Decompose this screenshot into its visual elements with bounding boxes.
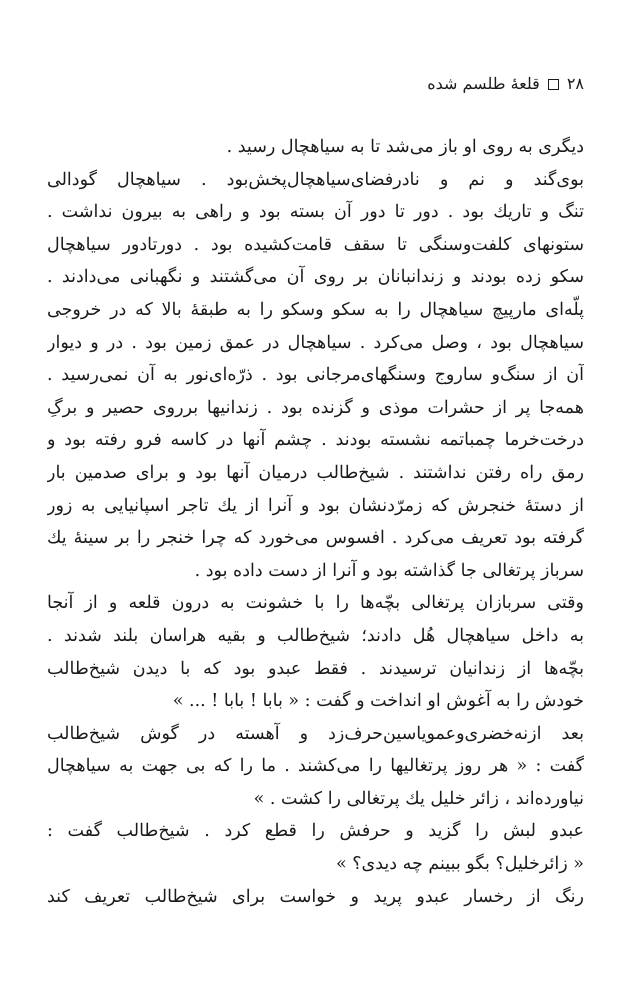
- text-line: همه‌جا پر از حشرات موذی و گزنده بود . زندانیها برروی حصیر و برگِ: [47, 397, 584, 418]
- text-line: وقتی سربازان پرتغالی بچّه‌ها را با خشونت به درون قلعه و از آنجا: [47, 593, 584, 614]
- text-line: سیاهچال بود ، وصل می‌کرد . سیاهچال در عمق زمین بود . در و دیوار: [47, 332, 584, 353]
- text-line: تنگ و تاریك بود . دور تا دور آن بسته بود و راهی به بیرون نداشت .: [47, 202, 584, 223]
- square-ornament-icon: [548, 79, 559, 90]
- book-title: قلعهٔ طلسم شده: [427, 74, 540, 93]
- text-line: خودش را به آغوش او انداخت و گفت : « بابا ! بابا ! ... »: [172, 691, 584, 712]
- text-line: سکو زده بودند و زندانبانان بر روی آن می‌گشتند و نگهبانی می‌دادند .: [47, 267, 584, 288]
- text-line: سرباز پرتغالی جا گذاشته بود و آنرا از دست داده بود .: [194, 560, 584, 581]
- text-line: آن از سنگ‌و ساروج وسنگهای‌مرجانی بود . ذرّه‌ای‌نور به آن نمی‌رسید .: [47, 365, 584, 386]
- text-line: رمق راه رفتن نداشتند . شیخ‌طالب درمیان آنها بود و برای صدمین بار: [47, 462, 584, 483]
- text-line: گفت : « هر روز پرتغالیها را می‌کشند . ما را که بی جهت به سیاهچال: [47, 756, 584, 777]
- text-line: گرفته بود تعریف می‌کرد . افسوس می‌خورد که چرا خنجر را بر سینهٔ یك: [47, 528, 584, 549]
- page-number: ۲۸: [566, 74, 584, 93]
- text-line: نیاورده‌اند ، زائر خلیل یك پرتغالی را کشت . »: [253, 788, 584, 809]
- text-line: ستونهای کلفت‌وسنگی تا سقف قامت‌کشیده بود . دورتادور سیاهچال: [47, 234, 584, 255]
- text-line: پلّه‌ای مارپیچ سیاهچال را به سکو وسکو را به طبقهٔ بالا که در خروجی: [47, 299, 584, 320]
- running-header: [427, 74, 584, 94]
- text-line: « زائرخلیل؟ بگو ببینم چه دیدی؟ »: [335, 854, 584, 875]
- text-line: از دستهٔ خنجرش که زمرّدنشان بود و آنرا از یك تاجر اسپانیایی به زور: [47, 495, 584, 516]
- text-line: رنگ از رخسار عبدو پرید و خواست برای شیخ‌طالب تعریف کند: [47, 886, 584, 907]
- text-line: عبدو لبش را گزید و حرفش را قطع کرد . شیخ‌طالب گفت :: [47, 821, 584, 842]
- text-line: بوی‌گند و نم و نادرفضای‌سیاهچال‌پخش‌بود . سیاهچال گودالی: [47, 169, 584, 190]
- text-line: به داخل سیاهچال هُل دادند؛ شیخ‌طالب و بقیه هراسان بلند شدند .: [47, 625, 584, 646]
- text-line: بچّه‌ها از زندانیان ترسیدند . فقط عبدو بود که با دیدن شیخ‌طالب: [47, 658, 584, 679]
- text-line: بعد ازنه‌خضری‌وعمویاسین‌حرف‌زد و آهسته در گوش شیخ‌طالب: [47, 723, 584, 744]
- text-line: درخت‌خرما چمباتمه نشسته بودند . چشم آنها در کاسه فرو رفته بود و: [47, 430, 584, 451]
- body-text: [47, 131, 584, 913]
- text-line: دیگری به روی او باز می‌شد تا به سیاهچال رسید .: [226, 137, 584, 157]
